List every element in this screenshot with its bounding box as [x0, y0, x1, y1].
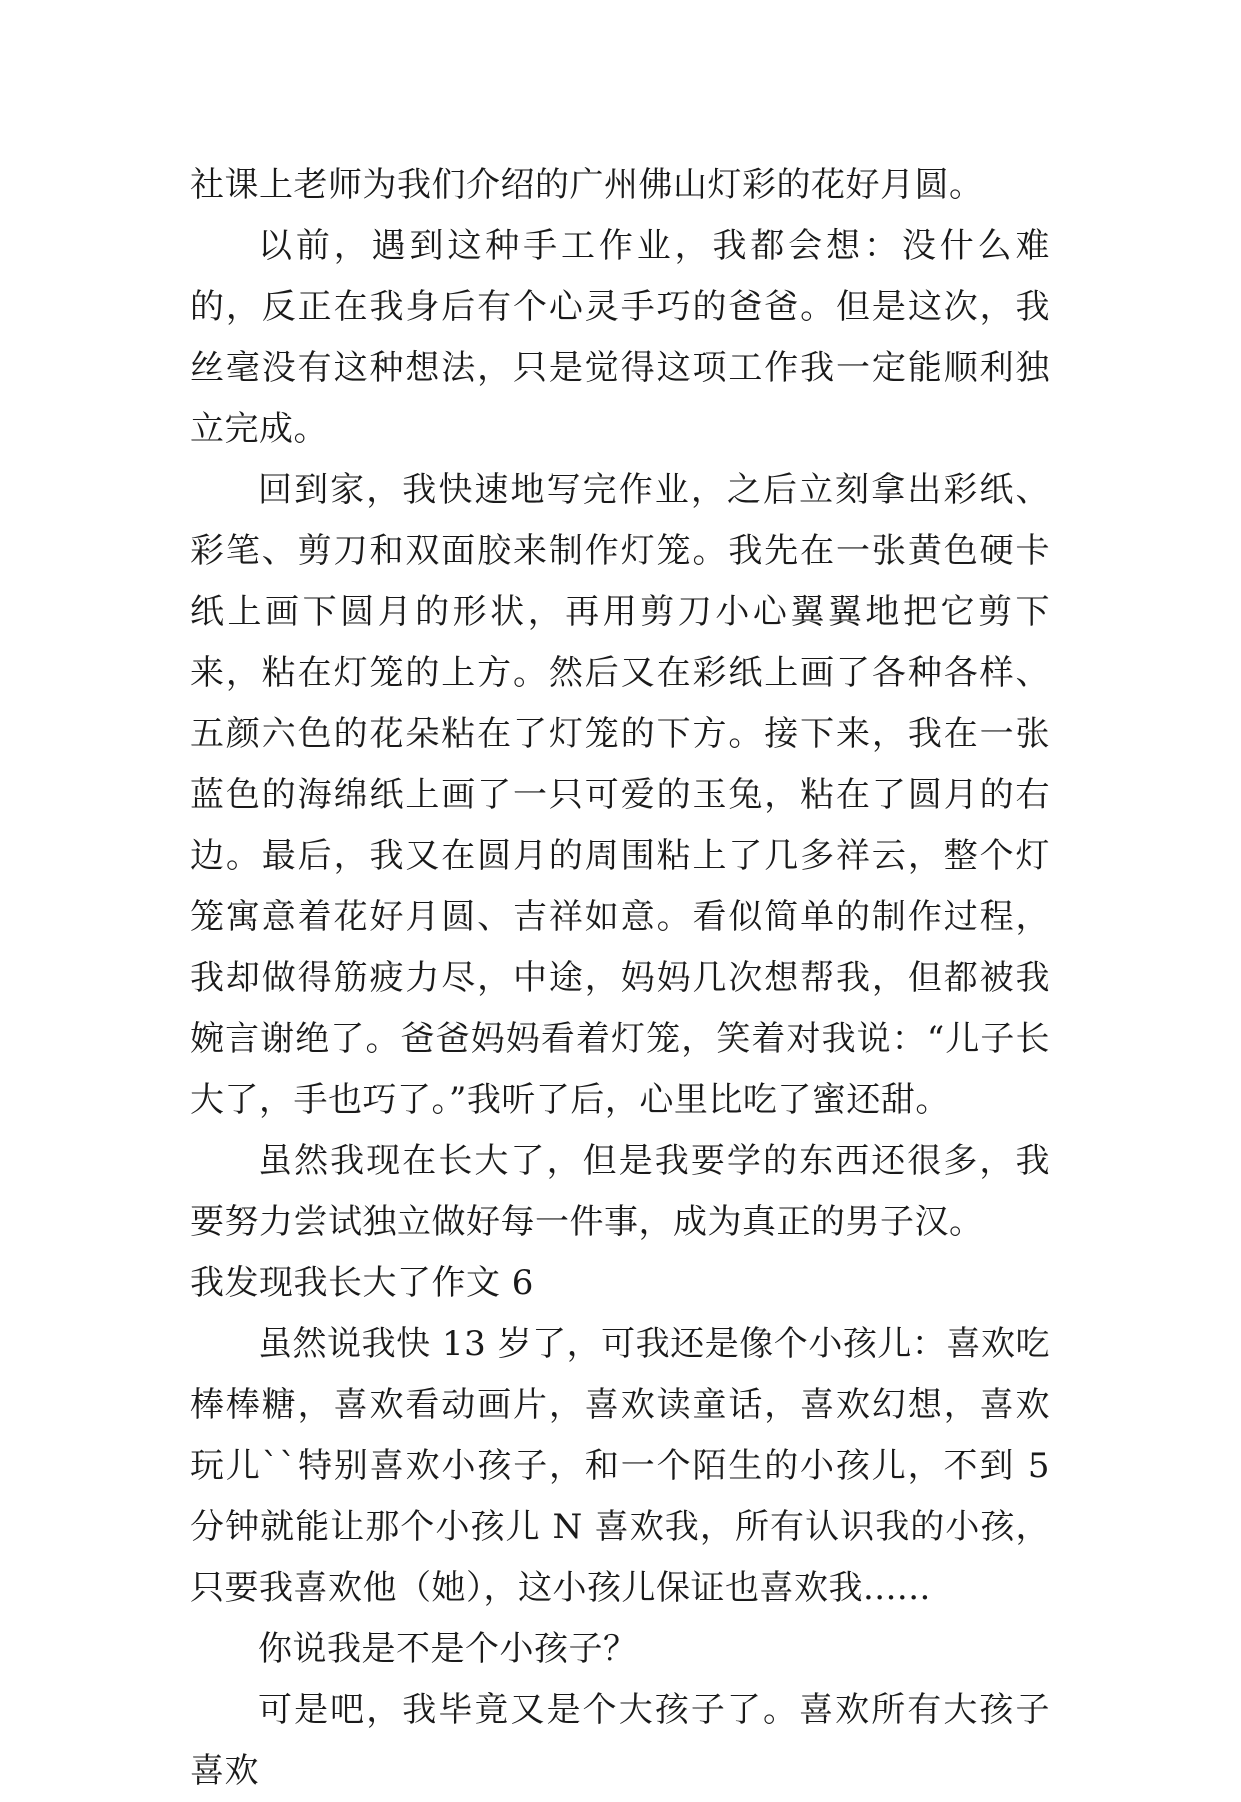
essay-heading: 我发现我长大了作文 6	[190, 1263, 534, 1303]
paragraph-question: 你说我是不是个小孩子？	[258, 1629, 638, 1669]
paragraph-conclusion: 虽然我现在长大了，但是我要学的东西还很多，我要努力尝试独立做好每一件事，成为真正的男子汉。	[190, 1141, 1050, 1242]
essay-text	[190, 155, 1050, 1802]
paragraph-continuation: 社课上老师为我们介绍的广州佛山灯彩的花好月圆。	[190, 165, 984, 205]
paragraph-big-kid: 可是吧，我毕竟又是个大孩子了。喜欢所有大孩子喜欢	[190, 1690, 1050, 1791]
paragraph-like-a-child: 虽然说我快 13 岁了，可我还是像个小孩儿：喜欢吃棒棒糖，喜欢看动画片，喜欢读童话，喜欢幻想，喜欢玩儿``特别喜欢小孩子，和一个陌生的小孩儿，不到 5 分钟就能让那个小孩儿 N 喜欢我，所有认识我的小孩，只要我喜欢他（她），这小孩儿保证也喜欢我......	[190, 1324, 1050, 1608]
paragraph-handcraft-thoughts: 以前，遇到这种手工作业，我都会想：没什么难的，反正在我身后有个心灵手巧的爸爸。但是这次，我丝毫没有这种想法，只是觉得这项工作我一定能顺利独立完成。	[190, 226, 1050, 449]
paragraph-making-lantern: 回到家，我快速地写完作业，之后立刻拿出彩纸、彩笔、剪刀和双面胶来制作灯笼。我先在一张黄色硬卡纸上画下圆月的形状，再用剪刀小心翼翼地把它剪下来，粘在灯笼的上方。然后又在彩纸上画了各种各样、五颜六色的花朵粘在了灯笼的下方。接下来，我在一张蓝色的海绵纸上画了一只可爱的玉兔，粘在了圆月的右边。最后，我又在圆月的周围粘上了几多祥云，整个灯笼寓意着花好月圆、吉祥如意。看似简单的制作过程，我却做得筋疲力尽，中途，妈妈几次想帮我，但都被我婉言谢绝了。爸爸妈妈看着灯笼，笑着对我说：“儿子长大了，手也巧了。”我听了后，心里比吃了蜜还甜。	[190, 470, 1050, 1120]
